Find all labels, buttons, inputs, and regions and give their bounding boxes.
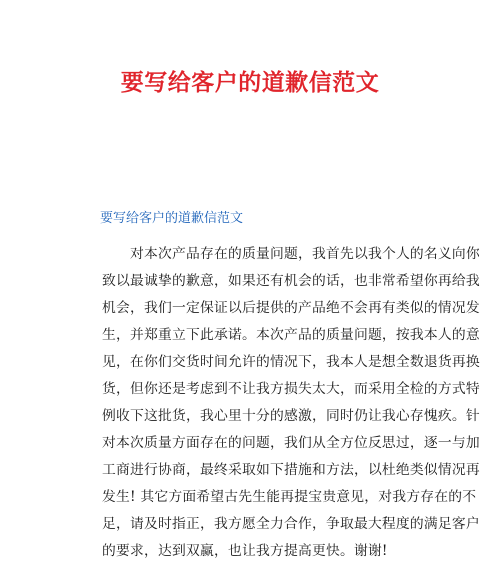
- body-line: 的要求，达到双赢，也让我方提高更快。谢谢!: [102, 543, 388, 559]
- document-subtitle: 要写给客户的道歉信范文: [100, 211, 244, 226]
- body-line: 生，并郑重立下此承诺。本次产品的质量问题，按我本人的意: [102, 327, 480, 343]
- letter-body: [102, 241, 480, 565]
- body-line: 见，在你们交货时间允许的情况下，我本人是想全数退货再换: [102, 354, 480, 370]
- body-line: 对本次质量方面存在的问题，我们从全方位反思过，逐一与加: [102, 435, 480, 451]
- body-line: 发生! 其它方面希望古先生能再提宝贵意见，对我方存在的不: [102, 489, 477, 505]
- body-line: 对本次产品存在的质量问题，我首先以我个人的名义向你: [130, 246, 480, 262]
- body-line: 致以最诚挚的歉意，如果还有机会的话，也非常希望你再给我: [102, 273, 480, 289]
- body-line: 工商进行协商，最终采取如下措施和方法，以杜绝类似情况再: [102, 462, 480, 478]
- body-line: 机会，我们一定保证以后提供的产品绝不会再有类似的情况发: [102, 300, 480, 316]
- document-title: 要写给客户的道歉信范文: [120, 70, 380, 96]
- body-line: 足，请及时指正，我方愿全力合作，争取最大程度的满足客户: [102, 516, 480, 532]
- body-line: 例收下这批货，我心里十分的感激，同时仍让我心存愧疚。针: [102, 408, 480, 424]
- body-line: 货，但你还是考虑到不让我方损失太大，而采用全检的方式特: [102, 381, 480, 397]
